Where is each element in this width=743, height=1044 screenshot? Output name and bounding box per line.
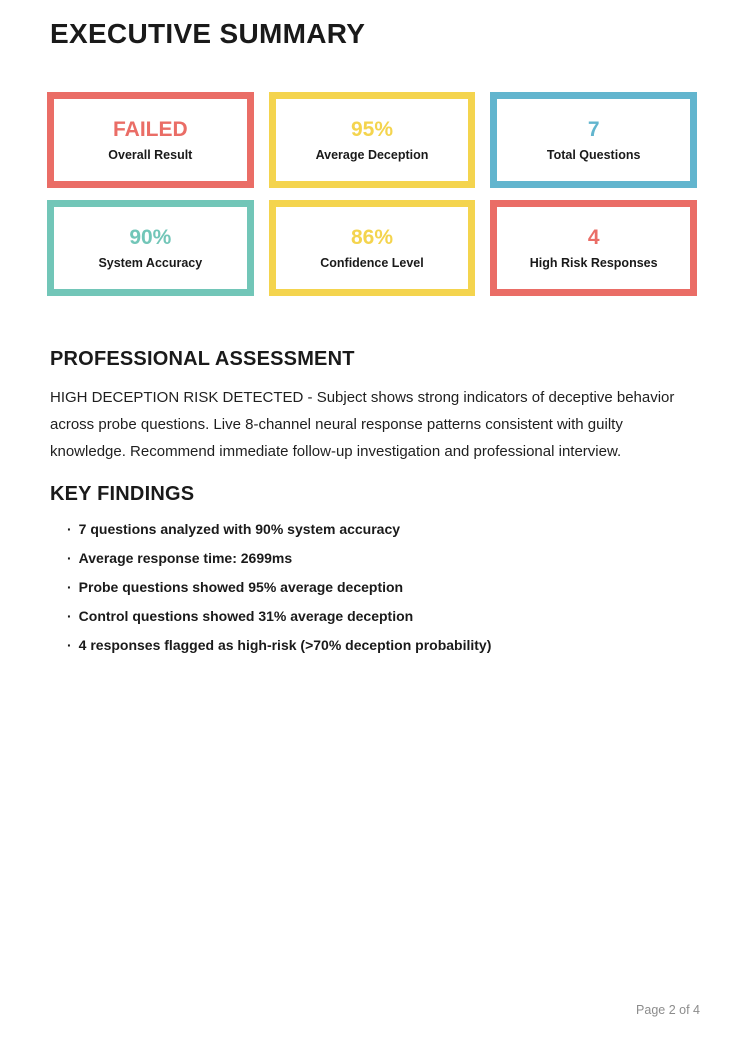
stat-label: Overall Result bbox=[108, 147, 193, 162]
stat-value: 95% bbox=[350, 117, 393, 141]
bullet-icon: · bbox=[67, 579, 72, 595]
finding-item bbox=[67, 551, 697, 566]
stat-label: Confidence Level bbox=[320, 255, 424, 270]
page-number: Page 2 of 4 bbox=[636, 1003, 700, 1017]
stat-label: Total Questions bbox=[546, 147, 641, 162]
stat-label: System Accuracy bbox=[98, 255, 203, 270]
assessment-body-text: HIGH DECEPTION RISK DETECTED - Subject shows strong indicators of deceptive behavior across probe questions. Live 8-channel neural response patterns consistent with guilty knowledge. Recommend immediate follow-up investigation and professional interview. bbox=[50, 389, 675, 460]
stat-value: 7 bbox=[587, 117, 600, 141]
stat-card-overall-result bbox=[47, 92, 254, 188]
stat-value: 4 bbox=[587, 225, 600, 249]
stat-value: 90% bbox=[129, 225, 172, 249]
finding-text: 4 responses flagged as high-risk (>70% deception probability) bbox=[78, 637, 492, 653]
finding-item bbox=[67, 522, 697, 537]
stat-value: FAILED bbox=[112, 117, 188, 141]
bullet-icon: · bbox=[67, 637, 72, 653]
bullet-icon: · bbox=[67, 608, 72, 624]
stat-card-average-deception bbox=[269, 92, 476, 188]
stat-card-total-questions bbox=[490, 92, 697, 188]
bullet-icon: · bbox=[67, 550, 72, 566]
key-findings-heading: KEY FINDINGS bbox=[50, 483, 195, 505]
bullet-icon: · bbox=[67, 521, 72, 537]
finding-text: Probe questions showed 95% average deception bbox=[78, 579, 404, 595]
stat-label: High Risk Responses bbox=[529, 255, 658, 270]
stat-card-grid bbox=[47, 92, 697, 296]
stat-card-high-risk-responses bbox=[490, 200, 697, 296]
stat-label: Average Deception bbox=[315, 147, 429, 162]
finding-item bbox=[67, 580, 697, 595]
assessment-heading: PROFESSIONAL ASSESSMENT bbox=[50, 348, 355, 370]
finding-item bbox=[67, 609, 697, 624]
page-title: EXECUTIVE SUMMARY bbox=[50, 18, 366, 49]
page-content bbox=[0, 18, 743, 653]
finding-text: Control questions showed 31% average deception bbox=[78, 608, 414, 624]
stat-value: 86% bbox=[350, 225, 393, 249]
finding-text: Average response time: 2699ms bbox=[78, 550, 293, 566]
key-findings-list bbox=[50, 522, 697, 653]
finding-item bbox=[67, 638, 697, 653]
stat-card-confidence-level bbox=[269, 200, 476, 296]
finding-text: 7 questions analyzed with 90% system accuracy bbox=[78, 521, 401, 537]
stat-card-system-accuracy bbox=[47, 200, 254, 296]
